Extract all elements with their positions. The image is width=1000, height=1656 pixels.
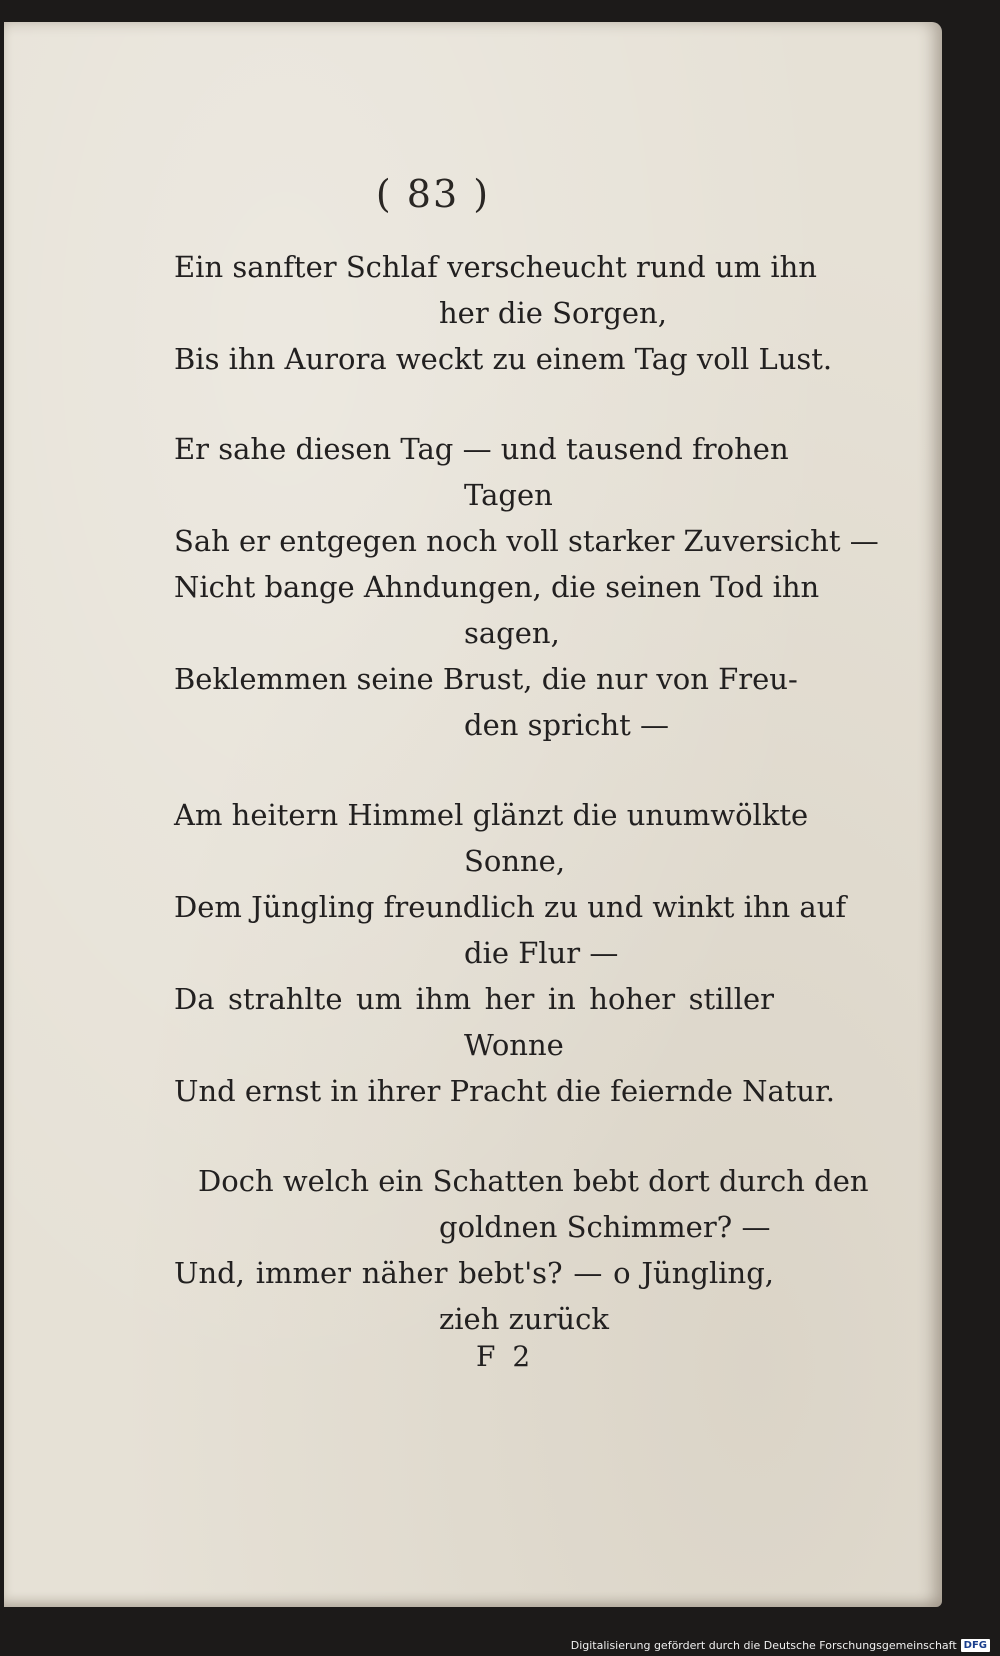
- poem-line: Sah er entgegen noch voll starker Zuversicht —: [174, 524, 879, 558]
- poem-line: Er sahe diesen Tag — und tausend frohen: [174, 432, 789, 466]
- poem-line-continuation: goldnen Schimmer? —: [439, 1210, 771, 1244]
- stanza-break: [174, 748, 774, 792]
- poem-line-continuation: sagen,: [464, 616, 560, 650]
- poem-line: Bis ihn Aurora weckt zu einem Tag voll Lust.: [174, 342, 833, 376]
- poem-line: Nicht bange Ahndungen, die seinen Tod ihn: [174, 570, 820, 604]
- poem-line: Doch welch ein Schatten bebt dort durch den: [198, 1164, 869, 1198]
- poem-line: Da strahlte um ihm her in hoher stiller: [174, 982, 774, 1016]
- page-number: ( 83 ): [375, 172, 491, 216]
- poem-line-continuation: her die Sorgen,: [439, 296, 667, 330]
- poem-line-continuation: Sonne,: [464, 844, 566, 878]
- stanza-break: [174, 382, 774, 426]
- poem-line: Am heitern Himmel glänzt die unumwölkte: [174, 798, 809, 832]
- signature-mark: F 2: [476, 1340, 535, 1373]
- dfg-logo: DFG: [961, 1639, 990, 1652]
- book-page: [4, 22, 942, 1607]
- poem-line-continuation: die Flur —: [464, 936, 619, 970]
- digitization-attribution: [571, 1639, 990, 1652]
- poem-line: Und ernst in ihrer Pracht die feiernde Natur.: [174, 1074, 835, 1108]
- poem-line: Ein sanfter Schlaf verscheucht rund um ihn: [174, 250, 817, 284]
- poem-line-continuation: zieh zurück: [439, 1302, 609, 1336]
- poem-line: Dem Jüngling freundlich zu und winkt ihn auf: [174, 890, 847, 924]
- poem-line-continuation: Wonne: [464, 1028, 564, 1062]
- stanza-break: [174, 1114, 774, 1158]
- poem-line-continuation: Tagen: [464, 478, 553, 512]
- poem-line-continuation: den spricht —: [464, 708, 669, 742]
- poem-line: Beklemmen seine Brust, die nur von Freu-: [174, 662, 798, 696]
- poem-line: Und, immer näher bebt's? — o Jüngling,: [174, 1256, 774, 1290]
- attribution-text: Digitalisierung gefördert durch die Deutsche Forschungsgemeinschaft: [570, 1639, 957, 1652]
- poem: [174, 244, 879, 1342]
